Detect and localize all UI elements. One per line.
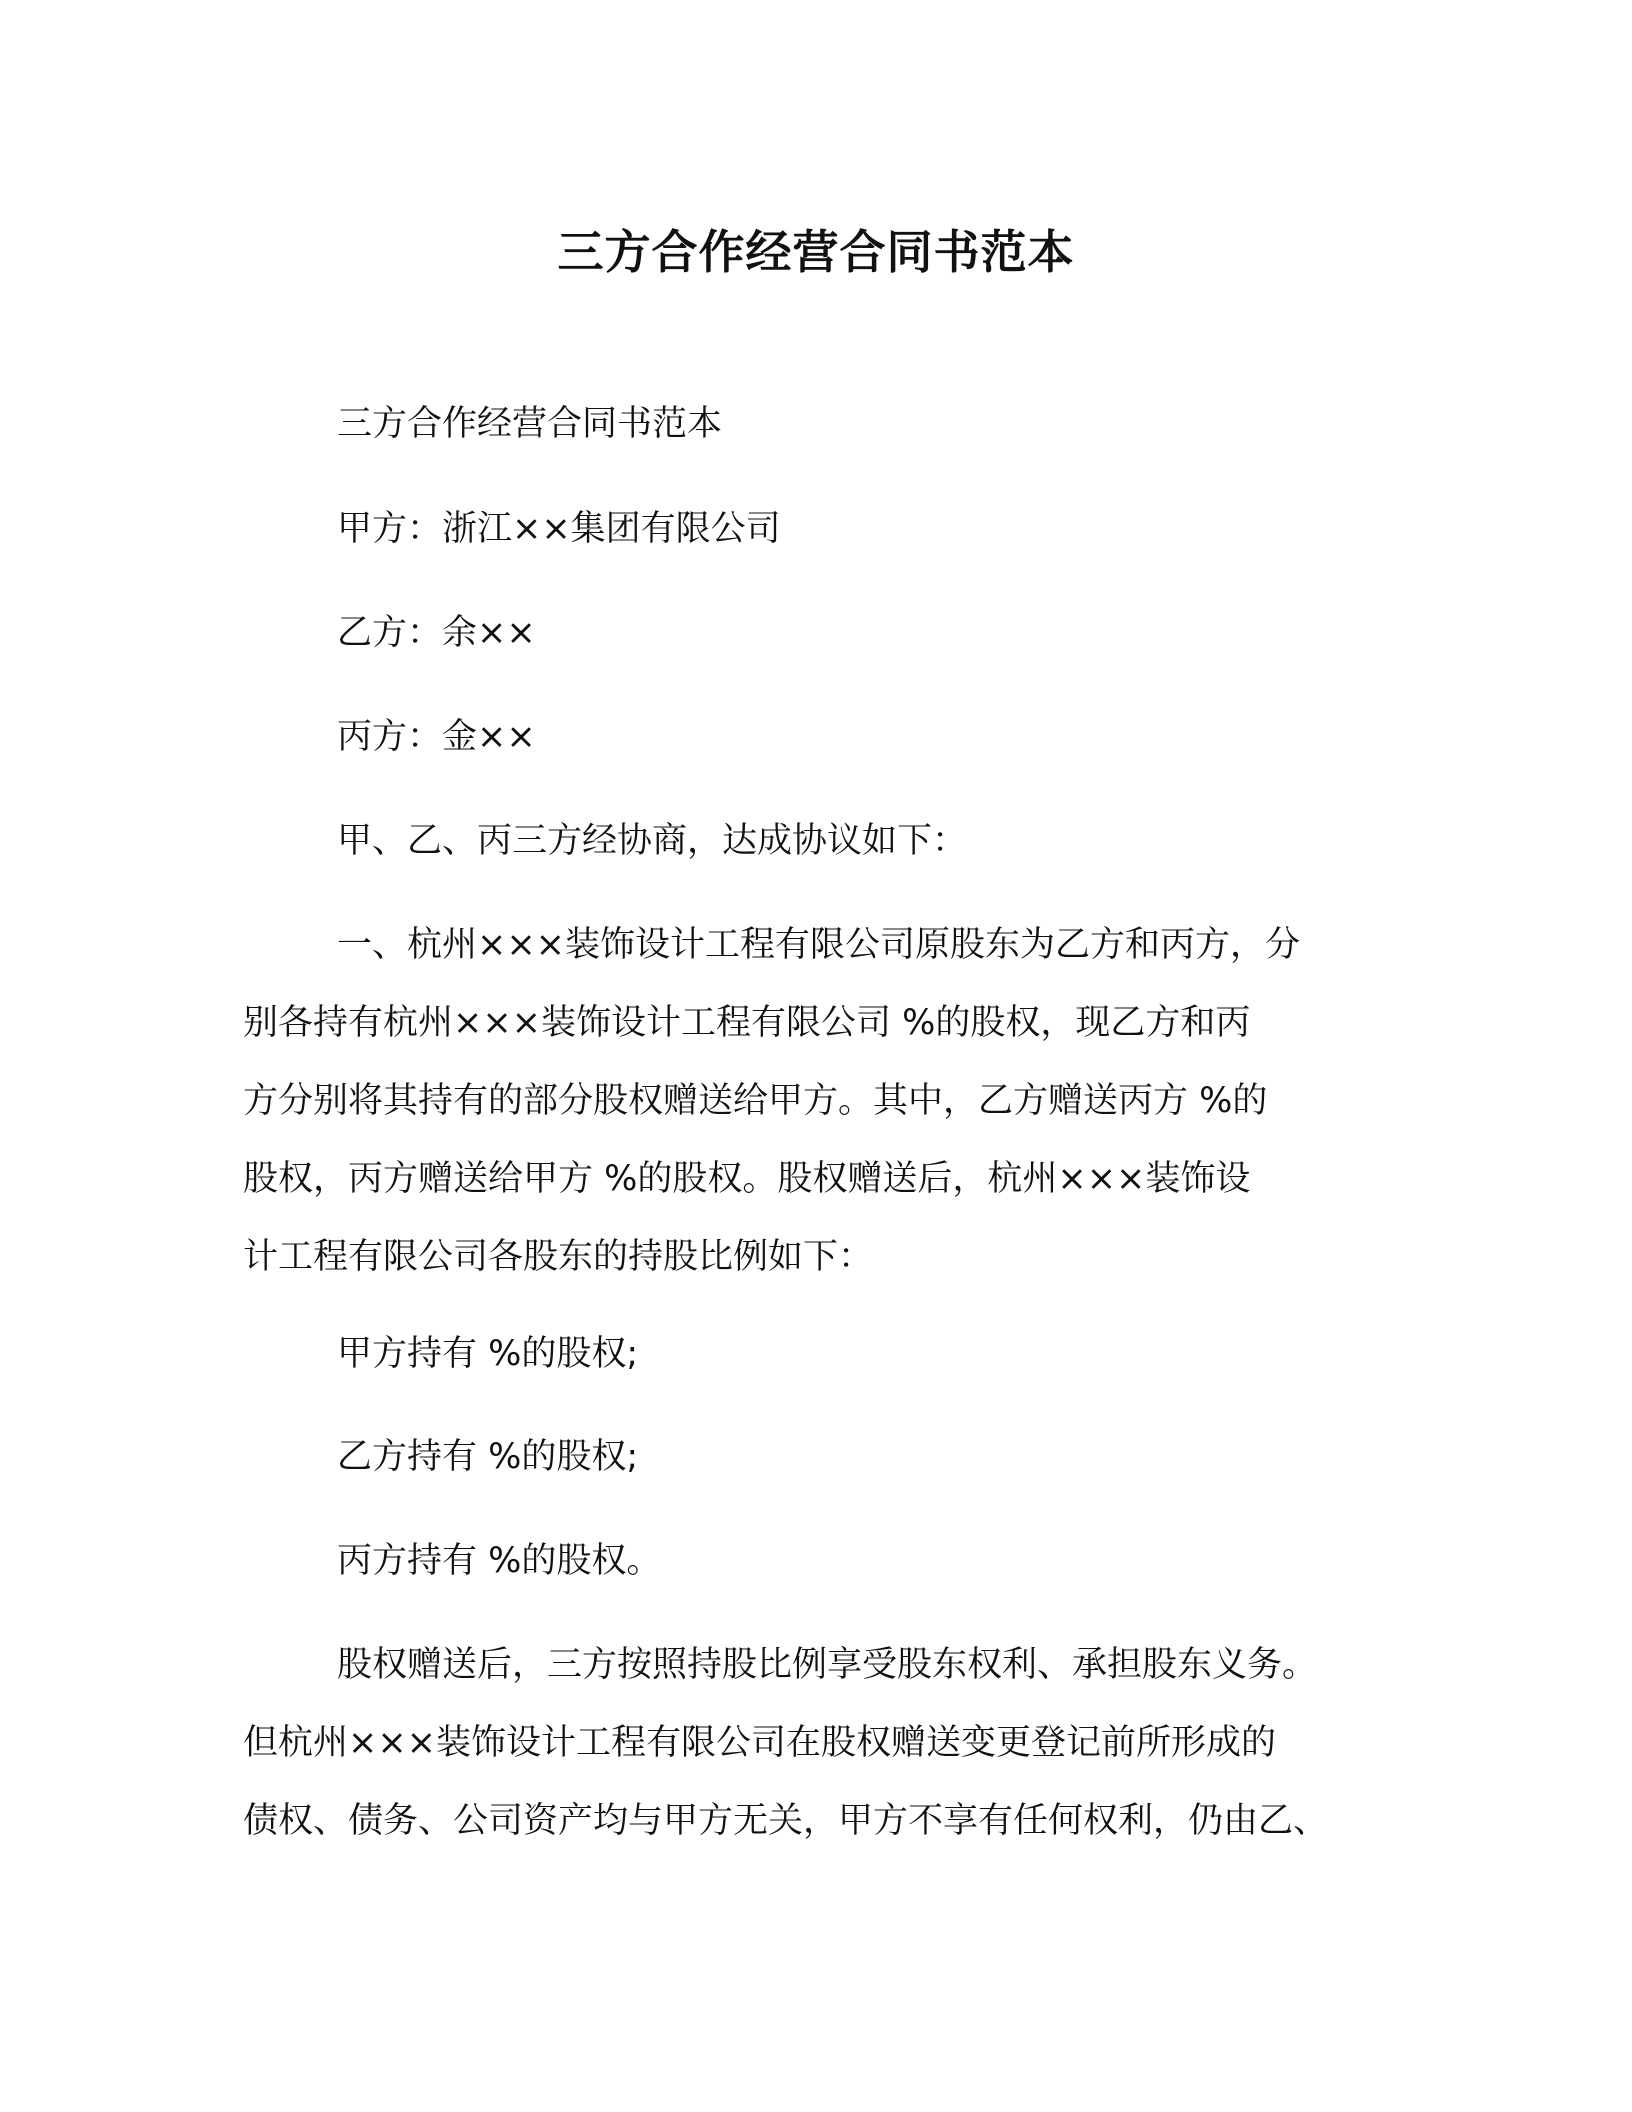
clause-2-line: 债权、债务、公司资产均与甲方无关，甲方不享有任何权利，仍由乙、: [243, 1801, 1329, 1841]
document-subtitle: 三方合作经营合同书范本: [337, 404, 723, 444]
party-c: 丙方：金××: [337, 717, 536, 757]
clause-1-line: 股权，丙方赠送给甲方 %的股权。股权赠送后，杭州×××装饰设: [243, 1159, 1251, 1199]
clause-1-line: 方分别将其持有的部分股权赠送给甲方。其中，乙方赠送丙方 %的: [243, 1081, 1268, 1121]
holding-party-c: 丙方持有 %的股权。: [337, 1541, 662, 1581]
party-b: 乙方：余××: [337, 613, 536, 653]
holding-party-a: 甲方持有 %的股权;: [337, 1334, 639, 1374]
agreement-intro: 甲、乙、丙三方经协商，达成协议如下：: [337, 821, 968, 861]
document-title: 三方合作经营合同书范本: [557, 225, 1075, 279]
holding-party-b: 乙方持有 %的股权;: [337, 1437, 639, 1477]
clause-2-line: 但杭州×××装饰设计工程有限公司在股权赠送变更登记前所形成的: [243, 1723, 1276, 1763]
clause-1-line: 计工程有限公司各股东的持股比例如下：: [243, 1237, 874, 1277]
clause-1-line: 一、杭州×××装饰设计工程有限公司原股东为乙方和丙方，分: [337, 925, 1300, 965]
clause-1-line: 别各持有杭州×××装饰设计工程有限公司 %的股权，现乙方和丙: [243, 1003, 1251, 1043]
clause-2: [243, 1626, 1389, 1860]
party-a: 甲方：浙江××集团有限公司: [337, 509, 781, 549]
clause-1: [243, 906, 1389, 1296]
clause-2-line: 股权赠送后，三方按照持股比例享受股东权利、承担股东义务。: [337, 1645, 1318, 1685]
